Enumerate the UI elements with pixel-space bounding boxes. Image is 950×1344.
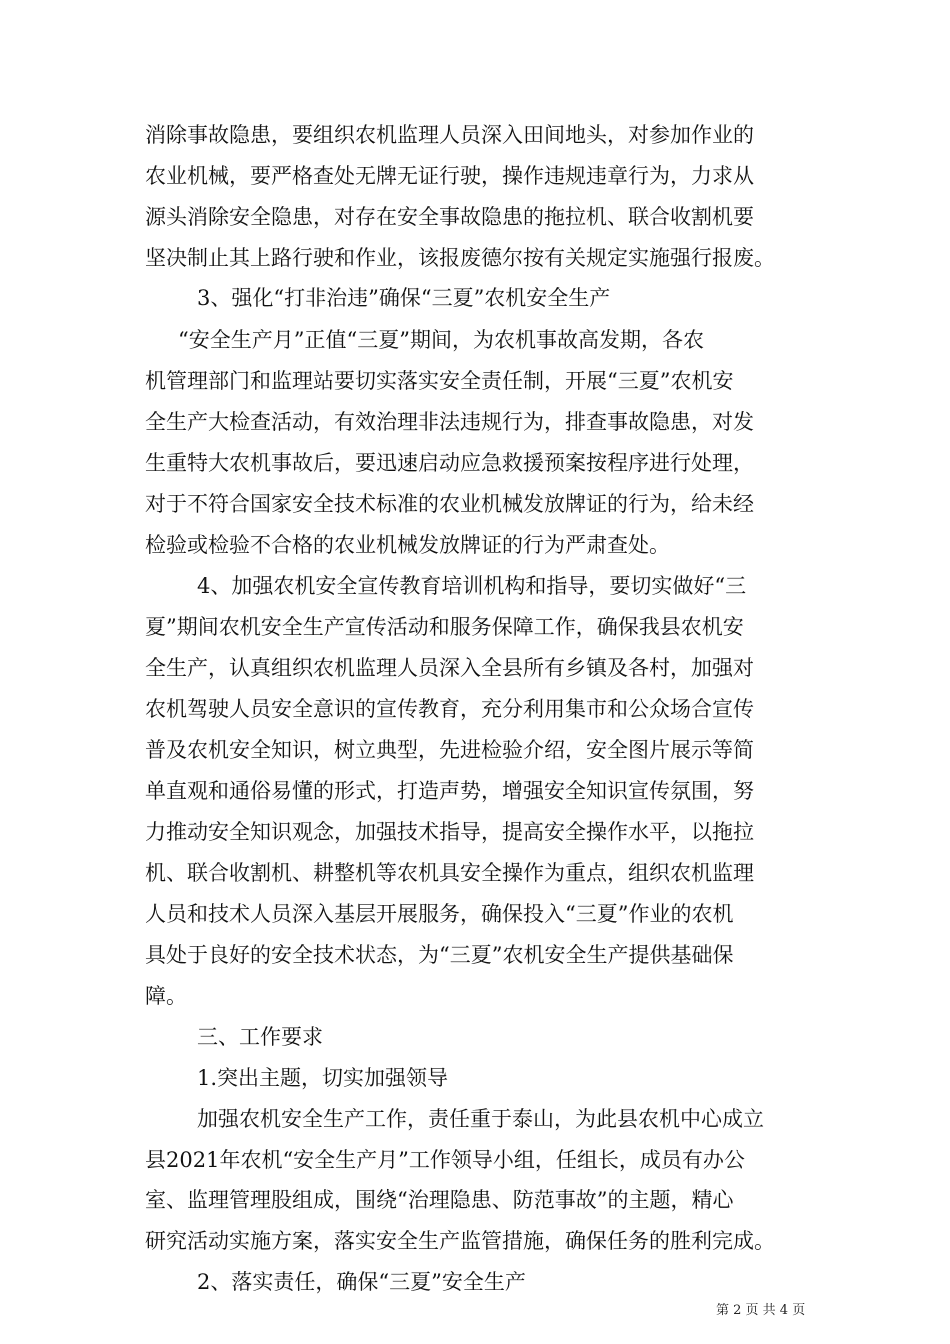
text-line-content: 3、强化“打非治违”确保“三夏”农机安全生产 [197,286,611,310]
text-line-content: 三、工作要求 [197,1025,323,1049]
text-line [0,278,950,318]
text-line-content: 农业机械，要严格查处无牌无证行驶，操作违规违章行为，力求从 [145,164,754,188]
text-line-content: 1.突出主题，切实加强领导 [197,1066,449,1090]
text-line [0,320,950,360]
text-line-content: 消除事故隐患，要组织农机监理人员深入田间地头，对参加作业的 [145,123,754,147]
text-line-content: 普及农机安全知识，树立典型，先进检验介绍，安全图片展示等简 [145,738,754,762]
text-line-content: 检验或检验不合格的农业机械发放牌证的行为严肃查处。 [145,533,670,557]
text-line [0,1221,950,1261]
text-line [0,853,950,893]
text-line-content: 4、加强农机安全宣传教育培训机构和指导，要切实做好“三 [197,574,747,598]
text-line [0,1017,950,1057]
text-line [0,1262,950,1302]
text-line-content: 机管理部门和监理站要切实落实安全责任制，开展“三夏”农机安 [145,369,734,393]
text-line [0,443,950,483]
text-line-content: 2、落实责任，确保“三夏”安全生产 [197,1270,526,1294]
text-line-content: 研究活动实施方案，落实安全生产监管措施，确保任务的胜利完成。 [145,1229,775,1253]
text-line [0,1099,950,1139]
text-line [0,894,950,934]
text-line [0,484,950,524]
text-line-content: 全生产，认真组织农机监理人员深入全县所有乡镇及各村，加强对 [145,656,754,680]
text-line [0,648,950,688]
text-line [0,1180,950,1220]
text-line [0,156,950,196]
text-line-content: 加强农机安全生产工作，责任重于泰山，为此县农机中心成立 [197,1107,764,1131]
page-footer: 第 2 页 共 4 页 [716,1303,806,1318]
text-line [0,812,950,852]
text-line-content: 机、联合收割机、耕整机等农机具安全操作为重点，组织农机监理 [145,861,754,885]
text-line-content: 全生产大检查活动，有效治理非法违规行为，排查事故隐患，对发 [145,410,754,434]
text-line-content: 生重特大农机事故后，要迅速启动应急救援预案按程序进行处理， [145,451,754,475]
text-line [0,238,950,278]
text-line-content: 夏”期间农机安全生产宣传活动和服务保障工作，确保我县农机安 [145,615,744,639]
text-line-content: 力推动安全知识观念，加强技术指导，提高安全操作水平，以拖拉 [145,820,754,844]
text-line-content: 对于不符合国家安全技术标准的农业机械发放牌证的行为，给未经 [145,492,754,516]
text-line [0,197,950,237]
text-line-content: 坚决制止其上路行驶和作业，该报废德尔按有关规定实施强行报废。 [145,246,775,270]
text-line [0,525,950,565]
text-line [0,1058,950,1098]
text-line-content: 县2021年农机“安全生产月”工作领导小组，任组长，成员有办公 [145,1148,745,1172]
text-line [0,566,950,606]
text-line [0,607,950,647]
text-line-content: “安全生产月”正值“三夏”期间，为农机事故高发期，各农 [178,328,704,352]
text-line [0,730,950,770]
text-line [0,1140,950,1180]
text-line-content: 人员和技术人员深入基层开展服务，确保投入“三夏”作业的农机 [145,902,734,926]
text-line [0,935,950,975]
text-line [0,976,950,1016]
text-line-content: 障。 [145,984,187,1008]
text-line-content: 源头消除安全隐患，对存在安全事故隐患的拖拉机、联合收割机要 [145,205,754,229]
text-line [0,115,950,155]
text-line-content: 室、监理管理股组成，围绕“治理隐患、防范事故”的主题，精心 [145,1188,734,1212]
text-line-content: 具处于良好的安全技术状态，为“三夏”农机安全生产提供基础保 [145,943,734,967]
text-line [0,402,950,442]
text-line [0,361,950,401]
text-line [0,689,950,729]
text-line [0,771,950,811]
text-line-content: 单直观和通俗易懂的形式，打造声势，增强安全知识宣传氛围，努 [145,779,754,803]
text-line-content: 农机驾驶人员安全意识的宣传教育，充分利用集市和公众场合宣传 [145,697,754,721]
